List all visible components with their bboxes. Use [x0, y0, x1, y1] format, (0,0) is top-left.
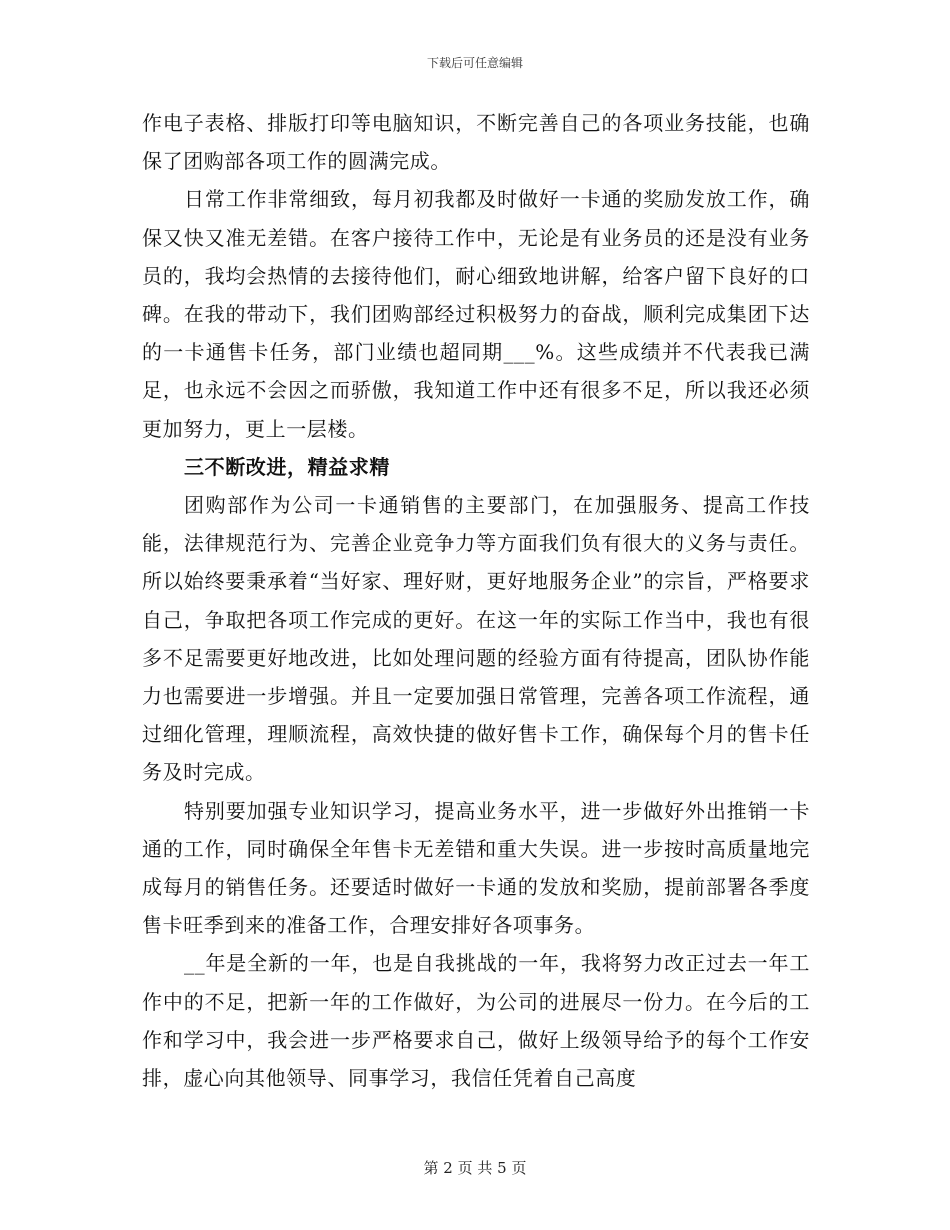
paragraph-new-year: __年是全新的一年，也是自我挑战的一年，我将努力改正过去一年工作中的不足，把新一年的工作做好，为公司的进展尽一份力。在今后的工作和学习中，我会进一步严格要求自己，做好上级领导给予的每个工作安排，虚心向其他领导、同事学习，我信任凭着自己高度 — [142, 951, 810, 1091]
paragraph-professional-study: 特别要加强专业知识学习，提高业务水平，进一步做好外出推销一卡通的工作，同时确保全年售卡无差错和重大失误。进一步按时高质量地完成每月的销售任务。还要适时做好一卡通的发放和奖励，提前部署各季度售卡旺季到来的准备工作，合理安排好各项事务。 — [142, 798, 810, 938]
paragraph-continuation: 作电子表格、排版打印等电脑知识，不断完善自己的各项业务技能，也确保了团购部各项工作的圆满完成。 — [142, 111, 810, 174]
page-number: 第 2 页 共 5 页 — [423, 1159, 527, 1177]
page-header: 下载后可任意编辑 — [426, 56, 523, 70]
paragraph-improvement: 团购部作为公司一卡通销售的主要部门，在加强服务、提高工作技能，法律规范行为、完善企业竞争力等方面我们负有很大的义务与责任。所以始终要秉承着“当好家、理好财，更好地服务企业”的宗旨，严格要求自己，争取把各项工作完成的更好。在这一年的实际工作当中，我也有很多不足需要更好地改进，比如处理问题的经验方面有待提高，团队协作能力也需要进一步增强。并且一定要加强日常管理，完善各项工作流程，通过细化管理，理顺流程，高效快捷的做好售卡工作，确保每个月的售卡任务及时完成。 — [142, 493, 810, 785]
paragraph-daily-work: 日常工作非常细致，每月初我都及时做好一卡通的奖励发放工作，确保又快又准无差错。在客户接待工作中，无论是有业务员的还是没有业务员的，我均会热情的去接待他们，耐心细致地讲解，给客户留下良好的口碑。在我的带动下，我们团购部经过积极努力的奋战，顺利完成集团下达的一卡通售卡任务，部门业绩也超同期___%。这些成绩并不代表我已满足，也永远不会因之而骄傲，我知道工作中还有很多不足，所以我还必须更加努力，更上一层楼。 — [142, 187, 810, 441]
document-body — [142, 104, 810, 1097]
section-heading: 三不断改进，精益求精 — [184, 454, 390, 479]
